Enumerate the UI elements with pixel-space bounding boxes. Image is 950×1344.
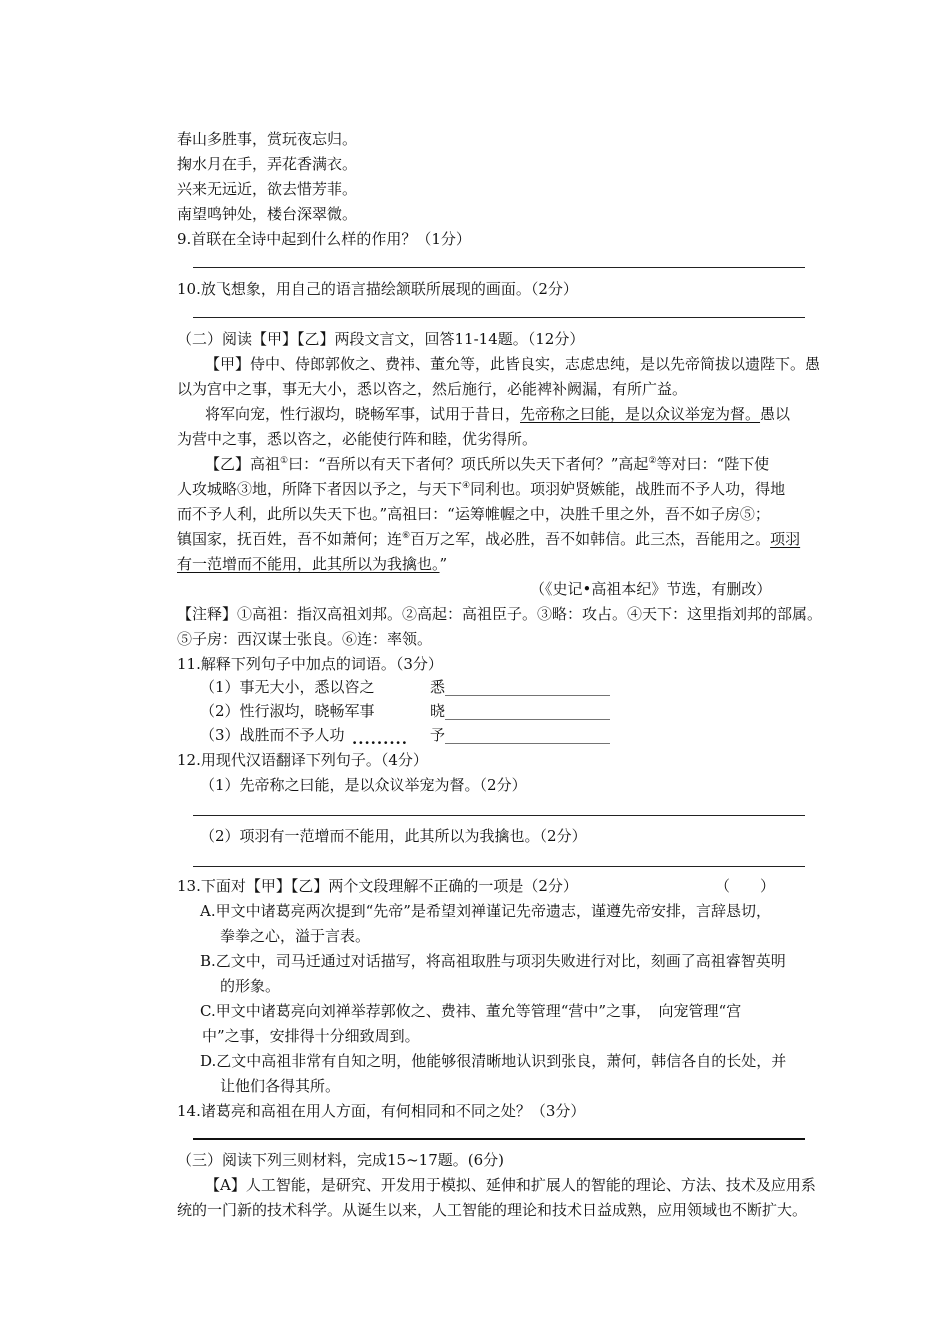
jia-text: 将军向宠，性行淑均，晓畅军事，试用于昔日， [205, 405, 521, 423]
yi-text: 百万之军，战必胜，吾不如韩信。此三杰，吾能用之。 [410, 530, 771, 548]
question-10: 10.放飞想象，用自己的语言描绘颔联所展现的画面。（2分） [177, 280, 578, 298]
question-12: 12.用现代汉语翻译下列句子。（4分） [177, 751, 428, 769]
jia-paragraph-1-line: 以为宫中之事，事无大小，悉以咨之，然后施行，必能裨补阙漏，有所广益。 [177, 380, 688, 398]
answer-line-9[interactable] [193, 267, 805, 268]
question-14: 14.诸葛亮和高祖在用人方面，有何相同和不同之处？（3分） [177, 1102, 586, 1120]
q11-answer-blank[interactable]: 予______________________ [430, 726, 611, 744]
question-11: 11.解释下列句子中加点的词语。（3分） [177, 655, 443, 673]
note-marker: ② [648, 456, 657, 466]
option-c-line: C.甲文中诸葛亮向刘禅举荐郭攸之、费祎、董允等管理“营中”之事， 向宠管理“宫 [200, 1002, 742, 1020]
notes-line: ⑤子房：西汉谋士张良。⑥连：率领。 [177, 630, 433, 648]
source-citation: （《史记•高祖本纪》节选，有删改） [530, 580, 772, 598]
option-a-line: A.甲文中诸葛亮两次提到“先帝”是希望刘禅谨记先帝遗志，谨遵先帝安排，言辞恳切， [200, 902, 771, 920]
q11-sentence: （2）性行淑均，晓畅军事 [200, 702, 375, 720]
q12-sentence-1: （1）先帝称之曰能，是以众议举宠为督。（2分） [200, 776, 527, 794]
yi-text: ” [439, 555, 448, 573]
yi-text: 同利也。项羽妒贤嫉能，战胜而不予人功，得地 [470, 480, 786, 498]
yi-line [177, 479, 785, 499]
q11-sentence: （1）事无大小，悉以咨之 [200, 678, 375, 696]
jia-paragraph-2-line: 为营中之事，悉以咨之，必能使行阵和睦，优劣得所。 [177, 430, 538, 448]
yi-line [177, 554, 447, 574]
yi-text: 人攻城略③地，所降下者因以予之，与天下 [177, 480, 463, 498]
q11-answer-blank[interactable]: 晓______________________ [430, 702, 611, 720]
notes-line: 【注释】①高祖：指汉高祖刘邦。②高起：高祖臣子。③略：攻占。④天下：这里指刘邦的部属。 [177, 605, 823, 623]
yi-line [205, 454, 769, 474]
section-2-heading: （二）阅读【甲】【乙】两段文言文，回答11-14题。（12分） [177, 330, 585, 348]
answer-line-12-2[interactable] [193, 866, 805, 867]
note-marker: ⑥ [402, 531, 411, 541]
option-d-line: 让他们各得其所。 [220, 1077, 341, 1095]
material-a-line: 统的一门新的技术科学。从诞生以来，人工智能的理论和技术日益成熟，应用领域也不断扩大。 [177, 1201, 808, 1219]
jia-paragraph-1-line: 【甲】侍中、侍郎郭攸之、费祎、董允等，此皆良实，志虑忠纯，是以先帝简拔以遗陛下。愚 [205, 355, 821, 373]
answer-line-10[interactable] [193, 317, 805, 318]
emphasis-dots: ········· [352, 734, 408, 752]
yi-text: 等对曰：“陛下使 [656, 455, 770, 473]
answer-line-12-1[interactable] [193, 815, 805, 816]
question-9: 9.首联在全诗中起到什么样的作用？（1分） [177, 230, 471, 248]
yi-line [177, 529, 800, 549]
jia-text: 愚以 [760, 405, 791, 423]
yi-text: 【乙】高祖 [205, 455, 281, 473]
poem-line: 春山多胜事，赏玩夜忘归。 [177, 130, 358, 148]
yi-underlined-sentence: 有一范增而不能用，此其所以为我擒也。 [177, 555, 440, 573]
yi-line: 而不予人利，此所以失天下也。”高祖曰：“运筹帷幄之中，决胜千里之外，吾不如子房⑤； [177, 505, 770, 523]
poem-line: 兴来无远近，欲去惜芳菲。 [177, 180, 358, 198]
option-c-line: 中”之事，安排得十分细致周到。 [202, 1027, 420, 1045]
answer-line-14[interactable] [193, 1138, 805, 1140]
q11-answer-blank[interactable]: 悉______________________ [430, 678, 611, 696]
jia-underlined-sentence: 先帝称之曰能，是以众议举宠为督。 [520, 405, 761, 423]
option-b-line: B.乙文中，司马迁通过对话描写，将高祖取胜与项羽失败进行对比，刻画了高祖睿智英明 [200, 952, 786, 970]
q11-sentence: （3）战胜而不予人功 [200, 726, 345, 744]
section-3-heading: （三）阅读下列三则材料，完成15~17题。(6分) [177, 1151, 504, 1169]
note-marker: ① [280, 456, 289, 466]
q12-sentence-2: （2）项羽有一范增而不能用，此其所以为我擒也。（2分） [200, 827, 587, 845]
question-13: 13.下面对【甲】【乙】两个文段理解不正确的一项是（2分） [177, 877, 578, 895]
poem-line: 掬水月在手，弄花香满衣。 [177, 155, 358, 173]
note-marker: ④ [462, 481, 471, 491]
option-d-line: D.乙文中高祖非常有自知之明，他能够很清晰地认识到张良，萧何，韩信各自的长处，并 [200, 1052, 787, 1070]
jia-paragraph-2-line [205, 404, 790, 424]
option-b-line: 的形象。 [220, 977, 281, 995]
yi-text: 曰：“吾所以有天下者何？项氏所以失天下者何？”高起 [288, 455, 649, 473]
yi-underlined-sentence: 项羽 [770, 530, 801, 548]
material-a-line: 【A】人工智能，是研究、开发用于模拟、延伸和扩展人的智能的理论、方法、技术及应用系 [205, 1176, 816, 1194]
poem-line: 南望鸣钟处，楼台深翠微。 [177, 205, 358, 223]
option-a-line: 拳拳之心，溢于言表。 [220, 927, 371, 945]
answer-paren[interactable]: （ ） [715, 877, 776, 895]
yi-text: 镇国家，抚百姓，吾不如萧何；连 [177, 530, 403, 548]
